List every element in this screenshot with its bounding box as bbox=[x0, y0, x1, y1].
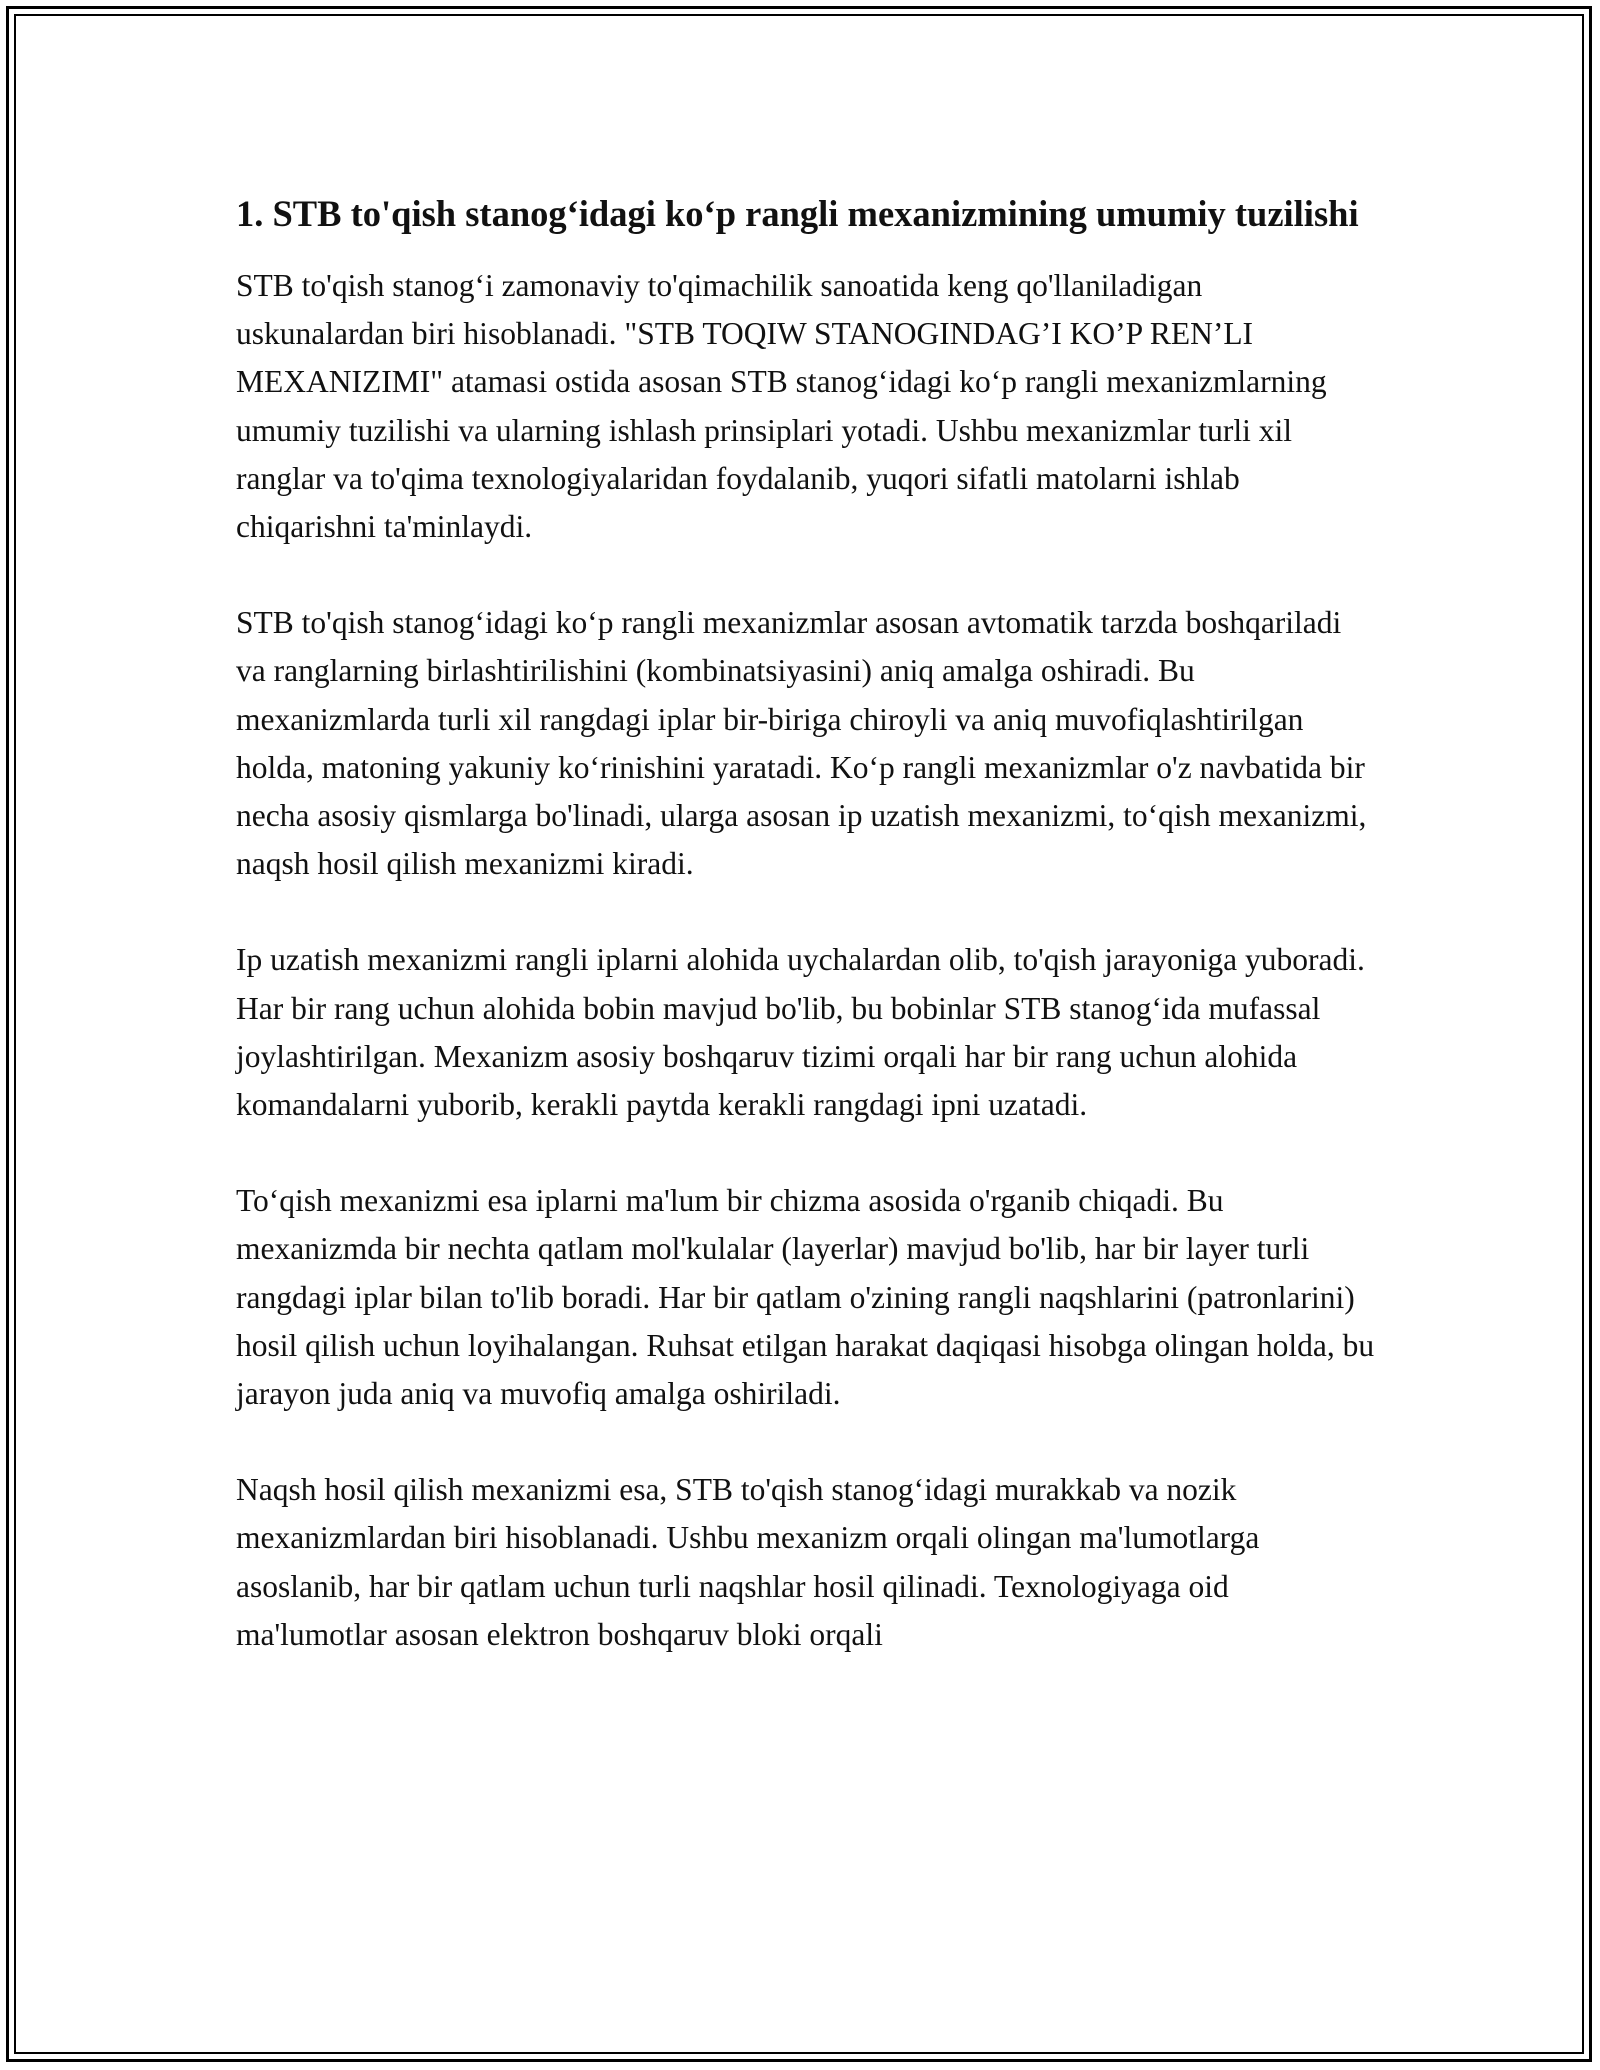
paragraph-pattern-mechanism: Naqsh hosil qilish mexanizmi esa, STB to'qish stanog‘idagi murakkab va nozik mexanizmlardan biri hisoblanadi. Ushbu mexanizm orqali olingan ma'lumotlarga asoslanib, har bir qatlam uchun turli naqshlar hosil qilinadi. Texnologiyaga oid ma'lumotlar asosan elektron boshqaruv bloki orqali bbox=[236, 1472, 1260, 1652]
paragraph-yarn-feed: Ip uzatish mexanizmi rangli iplarni alohida uychalardan olib, to'qish jarayoniga yuboradi. Har bir rang uchun alohida bobin mavjud bo'lib, bu bobinlar STB stanog‘ida mufassal joylashtirilgan. Mexanizm asosiy boshqaruv tizimi orqali har bir rang uchun alohida komandalarni yuborib, kerakli paytda kerakli rangdagi ipni uzatadi. bbox=[236, 942, 1365, 1123]
paragraph-intro: STB to'qish stanog‘i zamonaviy to'qimachilik sanoatida keng qo'llaniladigan uskunalardan biri hisoblanadi. "STB TOQIW STANOGINDAG’I KO’P REN’LI MEXANIZIMI" atamasi ostida asosan STB stanog‘idagi ko‘p rangli mexanizmlarning umumiy tuzilishi va ularning ishlash prinsiplari yotadi. Ushbu mexanizmlar turli xil ranglar va to'qima texnologiyalaridan foydalanib, yuqori sifatli matolarni ishlab chiqarishni ta'minlaydi. bbox=[236, 268, 1327, 545]
paragraph-knitting-mechanism: To‘qish mexanizmi esa iplarni ma'lum bir chizma asosida o'rganib chiqadi. Bu mexanizmda bir nechta qatlam mol'kulalar (layerlar) mavjud bo'lib, har bir layer turli rangdagi iplar bilan to'lib boradi. Har bir qatlam o'zining rangli naqshlarini (patronlarini) hosil qilish uchun loyihalangan. Ruhsat etilgan harakat daqiqasi hisobga olingan holda, bu jarayon juda aniq va muvofiq amalga oshiriladi. bbox=[236, 1183, 1375, 1412]
document-body bbox=[236, 186, 1376, 1659]
section-heading: 1. STB to'qish stanog‘idagi ko‘p rangli mexanizmining umumiy tuzilishi bbox=[236, 193, 1359, 234]
paragraph-color-mechanisms: STB to'qish stanog‘idagi ko‘p rangli mexanizmlar asosan avtomatik tarzda boshqariladi va ranglarning birlashtirilishini (kombinatsiyasini) aniq amalga oshiradi. Bu mexanizmlarda turli xil rangdagi iplar bir-biriga chiroyli va aniq muvofiqlashtirilgan holda, matoning yakuniy ko‘rinishini yaratadi. Ko‘p rangli mexanizmlar o'z navbatida bir necha asosiy qismlarga bo'linadi, ularga asosan ip uzatish mexanizmi, to‘qish mexanizmi, naqsh hosil qilish mexanizmi kiradi. bbox=[236, 605, 1367, 882]
